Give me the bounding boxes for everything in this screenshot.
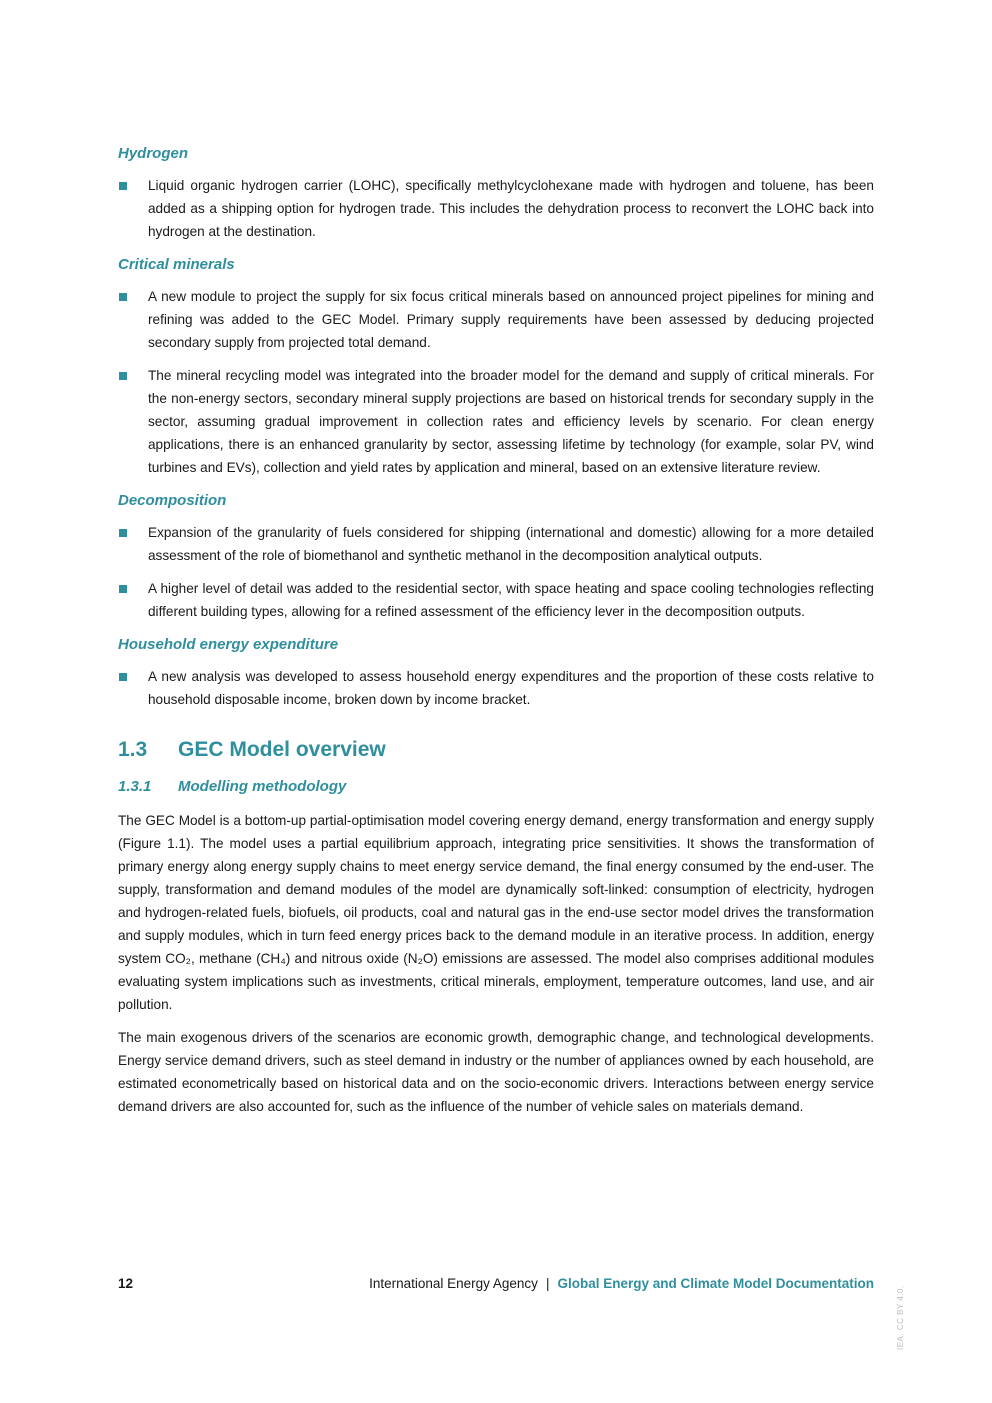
- footer-separator: |: [545, 1276, 550, 1291]
- footer-right: [369, 1276, 874, 1291]
- square-bullet-icon: [119, 293, 127, 301]
- section-heading: Hydrogen: [118, 145, 189, 162]
- square-bullet-icon: [119, 529, 127, 537]
- square-bullet-icon: [119, 372, 127, 380]
- license-text: IEA. CC BY 4.0.: [896, 1285, 905, 1350]
- bullet-item: [118, 577, 874, 623]
- section-decomposition: [118, 491, 874, 623]
- bullet-text: The mineral recycling model was integrated into the broader model for the demand and supply of critical minerals. For the non-energy sectors, secondary mineral supply projections are based on historical trends for secondary supply in the sector, assuming gradual improvement in collection rates and efficiency levels by scenario. For clean energy applications, there is an enhanced granularity by sector, assessing lifetime by technology (for example, solar PV, wind turbines and EVs), collection and yield rates by application and mineral, based on an extensive literature review.: [148, 368, 874, 475]
- section-household-energy-expenditure: [118, 635, 874, 711]
- document-title: Global Energy and Climate Model Documentation: [557, 1276, 874, 1291]
- square-bullet-icon: [119, 673, 127, 681]
- page-footer: [118, 1276, 874, 1296]
- section-title: GEC Model overview: [178, 738, 386, 761]
- section-heading-1-3-1: [118, 777, 874, 797]
- bullet-item: [118, 665, 874, 711]
- agency-name: International Energy Agency: [369, 1276, 538, 1291]
- section-heading: Critical minerals: [118, 256, 235, 273]
- subsection-number: 1.3.1: [118, 778, 152, 795]
- bullet-text: Liquid organic hydrogen carrier (LOHC), specifically methylcyclohexane made with hydrogen and toluene, has been added as a shipping option for hydrogen trade. This includes the dehydration process to reconvert the LOHC back into hydrogen at the destination.: [148, 178, 874, 239]
- square-bullet-icon: [119, 182, 127, 190]
- body-paragraph: The GEC Model is a bottom-up partial-optimisation model covering energy demand, energy transformation and energy supply (Figure 1.1). The model uses a partial equilibrium approach, integrating price sensitivities. It shows the transformation of primary energy along energy supply chains to meet energy service demand, the final energy consumed by the end-user. The supply, transformation and demand modules of the model are dynamically soft-linked: consumption of electricity, hydrogen and hydrogen-related fuels, biofuels, oil products, coal and natural gas in the end-use sector model drives the transformation and supply modules, which in turn feed energy prices back to the demand module in an iterative process. In addition, energy system CO₂, methane (CH₄) and nitrous oxide (N₂O) emissions are assessed. The model also comprises additional modules evaluating system implications such as investments, critical minerals, employment, temperature outcomes, land use, and air pollution.: [118, 813, 874, 1012]
- section-number: 1.3: [118, 738, 148, 761]
- bullet-item: [118, 521, 874, 567]
- section-hydrogen: [118, 144, 874, 243]
- bullet-text: Expansion of the granularity of fuels considered for shipping (international and domestic) allowing for a more detailed assessment of the role of biomethanol and synthetic methanol in the decomposition analytical outputs.: [148, 525, 874, 563]
- section-heading: Household energy expenditure: [118, 636, 339, 653]
- body-paragraph: The main exogenous drivers of the scenarios are economic growth, demographic change, and technological developments. Energy service demand drivers, such as steel demand in industry or the number of appliances owned by each household, are estimated econometrically based on historical data and on the socio-economic drivers. Interactions between energy service demand drivers are also accounted for, such as the influence of the number of vehicle sales on materials demand.: [118, 1030, 874, 1114]
- subsection-title: Modelling methodology: [178, 778, 347, 795]
- section-heading: Decomposition: [118, 492, 227, 509]
- bullet-item: [118, 174, 874, 243]
- square-bullet-icon: [119, 585, 127, 593]
- section-heading-1-3: [118, 737, 874, 763]
- page-content: [118, 144, 874, 1128]
- page-number: 12: [118, 1276, 134, 1291]
- bullet-text: A new module to project the supply for six focus critical minerals based on announced project pipelines for mining and refining was added to the GEC Model. Primary supply requirements have been assessed by deducing projected secondary supply from projected total demand.: [148, 289, 874, 350]
- bullet-text: A higher level of detail was added to the residential sector, with space heating and space cooling technologies reflecting different building types, allowing for a refined assessment of the efficiency lever in the decomposition outputs.: [148, 581, 874, 619]
- bullet-item: [118, 364, 874, 479]
- bullet-text: A new analysis was developed to assess household energy expenditures and the proportion of these costs relative to household disposable income, broken down by income bracket.: [148, 669, 874, 707]
- bullet-item: [118, 285, 874, 354]
- section-critical-minerals: [118, 255, 874, 479]
